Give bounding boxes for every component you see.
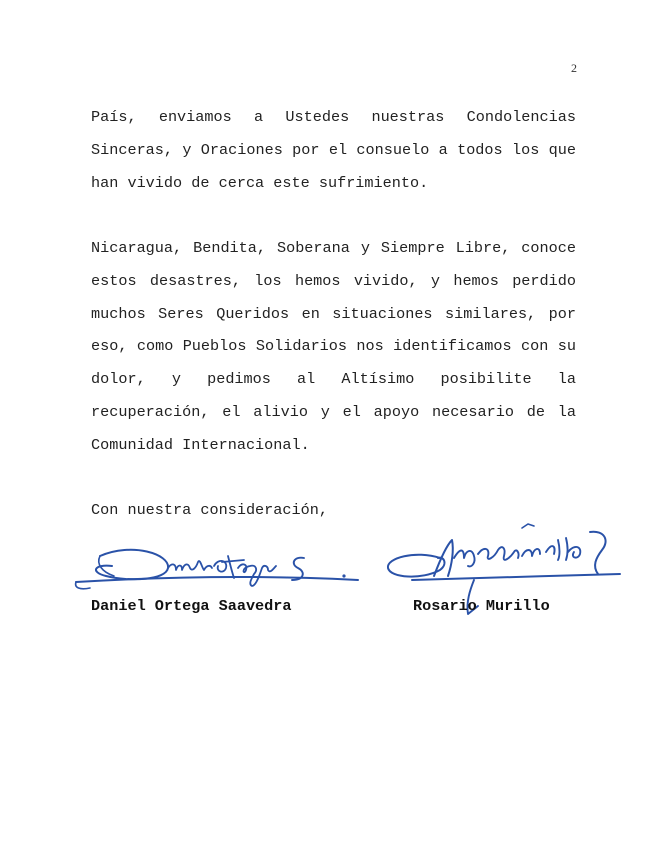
signatory-name-murillo: Rosario Murillo <box>413 597 550 615</box>
closing-line: Con nuestra consideración, <box>91 501 328 519</box>
signatory-name-ortega: Daniel Ortega Saavedra <box>91 597 292 615</box>
paragraph-solidarity: Nicaragua, Bendita, Soberana y Siempre Libre, conoce estos desastres, los hemos vivido, y hemos perdido muchos Seres Queridos en situaciones similares, por eso, como Pueblos Solidarios nos identificamos con su dolor, y pedimos al Altísimo posibilite la recuperación, el alivio y el apoyo necesario de la Comunidad Internacional. <box>91 239 576 454</box>
paragraph-condolences: País, enviamos a Ustedes nuestras Condolencias Sinceras, y Oraciones por el consuelo a todos los que han vivido de cerca este sufrimiento. <box>91 108 576 192</box>
page-number: 2 <box>571 61 577 75</box>
signature-daniel-ortega <box>72 538 362 600</box>
